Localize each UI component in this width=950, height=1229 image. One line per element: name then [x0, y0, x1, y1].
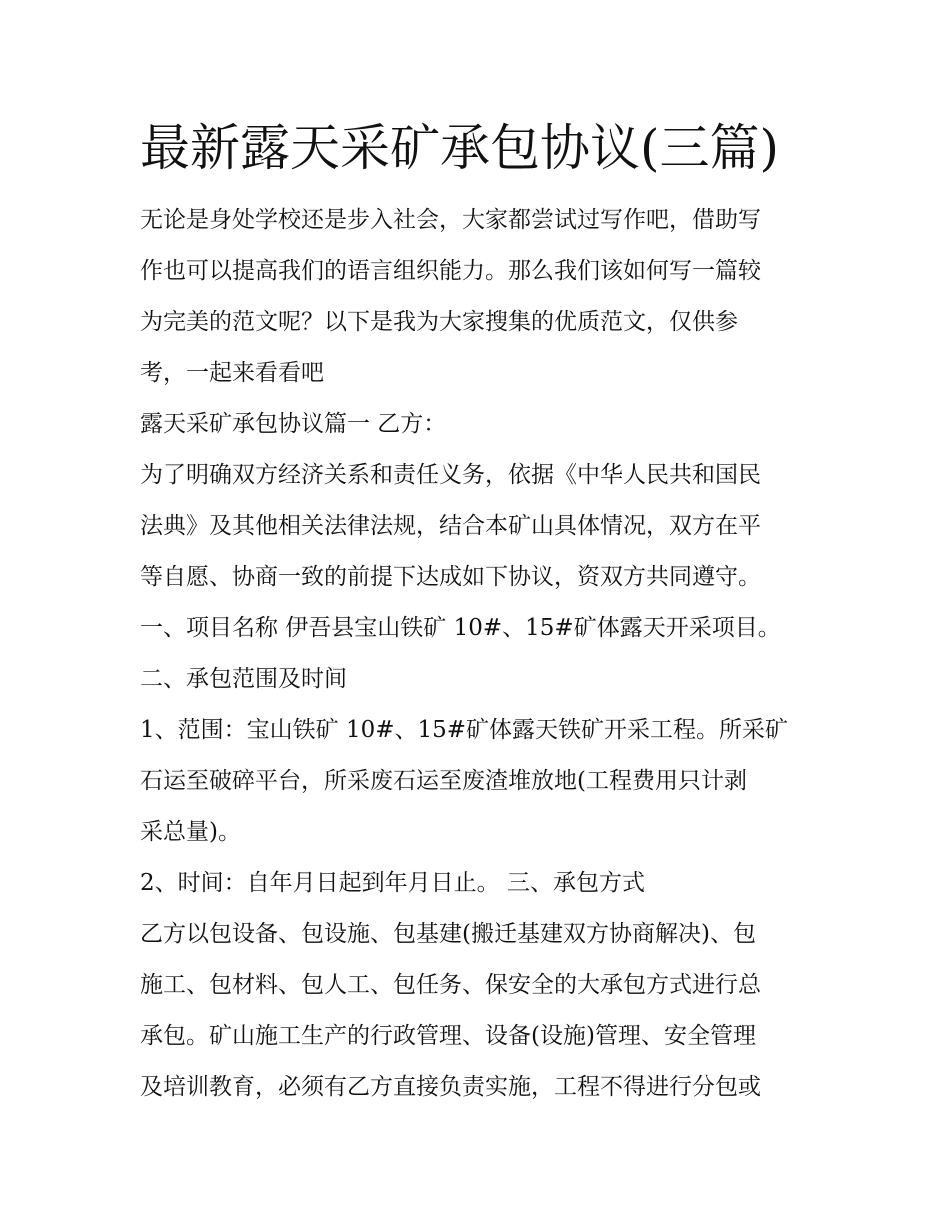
body-line: 承包。矿山施工生产的行政管理、设备(设施)管理、安全管理 [140, 1023, 756, 1049]
document-title: 最新露天采矿承包协议(三篇) [140, 119, 780, 177]
body-line: 施工、包材料、包人工、包任务、保安全的大承包方式进行总 [140, 972, 761, 998]
body-line: 为了明确双方经济关系和责任义务，依据《中华人民共和国民 [140, 462, 761, 488]
body-line: 等自愿、协商一致的前提下达成如下协议，资双方共同遵守。 [140, 564, 761, 590]
body-line: 无论是身处学校还是步入社会，大家都尝试过写作吧，借助写 [140, 207, 761, 233]
body-line: 及培训教育，必须有乙方直接负责实施，工程不得进行分包或 [140, 1074, 761, 1100]
body-line: 考，一起来看看吧 [140, 360, 324, 386]
body-line: 法典》及其他相关法律法规，结合本矿山具体情况，双方在平 [140, 513, 761, 539]
body-line: 一、项目名称 伊吾县宝山铁矿 10#、15#矿体露天开采项目。 [140, 615, 781, 641]
body-line: 作也可以提高我们的语言组织能力。那么我们该如何写一篇较 [140, 258, 761, 284]
body-line: 1、范围：宝山铁矿 10#、15#矿体露天铁矿开采工程。所采矿 [140, 717, 789, 743]
section-heading: 露天采矿承包协议篇一 乙方： [140, 411, 447, 437]
body-line: 2、时间：自年月日起到年月日止。 三、承包方式 [140, 870, 645, 896]
body-line: 采总量)。 [140, 819, 241, 845]
body-line: 石运至破碎平台，所采废石运至废渣堆放地(工程费用只计剥 [140, 768, 747, 794]
body-line: 乙方以包设备、包设施、包基建(搬迁基建双方协商解决)、包 [140, 921, 756, 947]
section-heading: 二、承包范围及时间 [140, 666, 347, 692]
body-line: 为完美的范文呢？以下是我为大家搜集的优质范文，仅供参 [140, 309, 738, 335]
